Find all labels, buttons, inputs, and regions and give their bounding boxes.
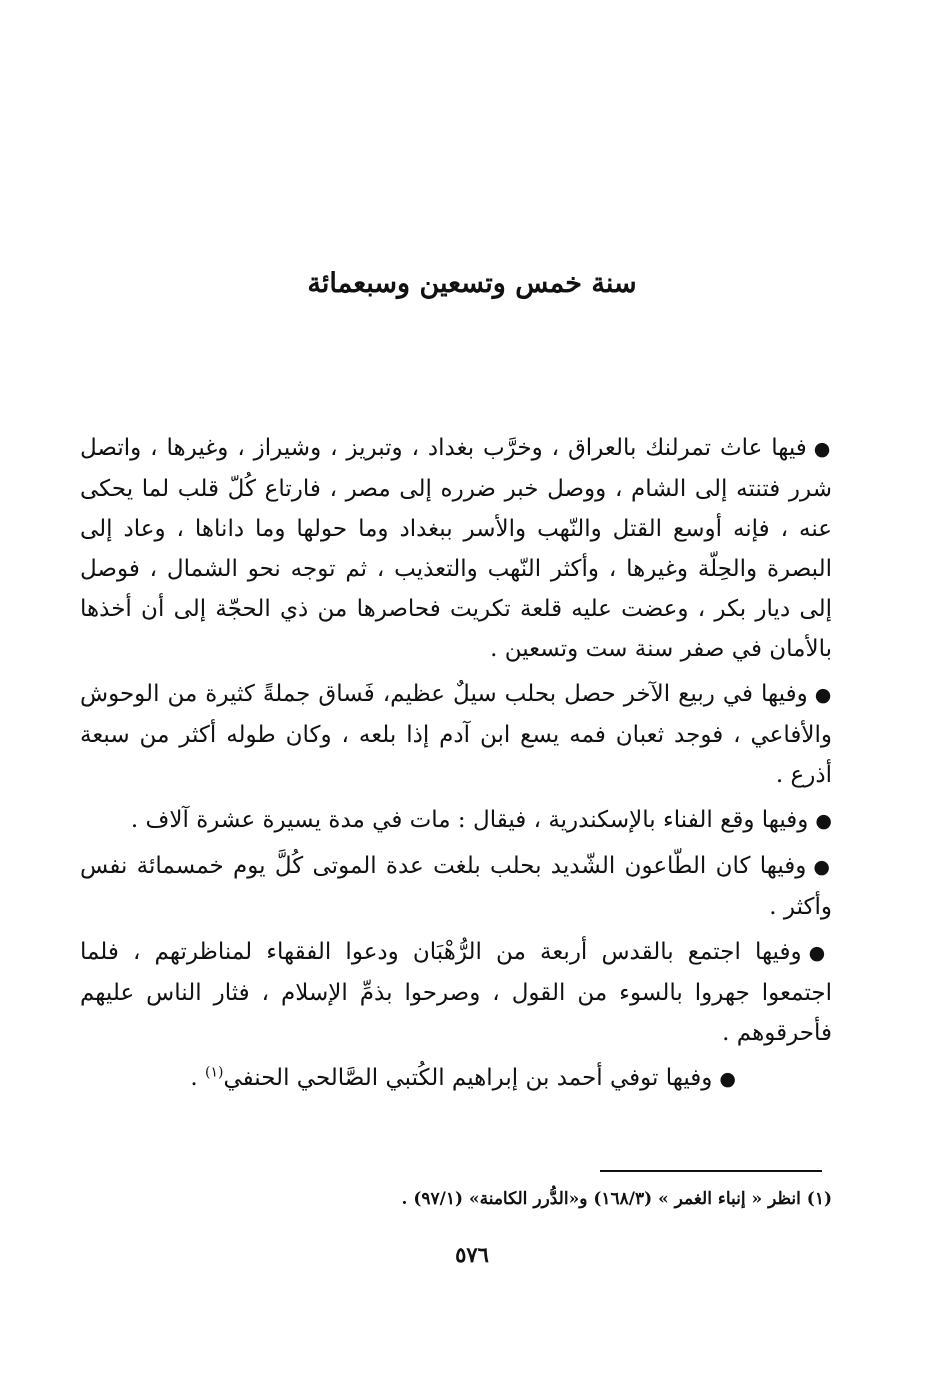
- paragraph-text: فيها عاث تمرلنك بالعراق ، وخرَّب بغداد ، وتبريز ، وشيراز ، وغيرها ، واتصل شرر فتنته إلى الشام ، ووصل خبر ضرره إلى مصر ، فارتاع كُلّ قلب لما يحكى عنه ، فإنه أوسع القتل والنّهب والأسر ببغداد وما حولها وما داناها ، وعاد إلى البصرة والحِلّة وغيرها ، وأكثر النّهب والتعذيب ، ثم توجه نحو الشمال ، فوصل إلى ديار بكر ، وعضت عليه قلعة تكريت فحاصرها من ذي الحجّة إلى أن أخذها بالأمان في صفر سنة ست وتسعين .: [80, 435, 832, 662]
- paragraph-5: [80, 932, 832, 1053]
- paragraph-text: وفيها كان الطّاعون الشّديد بحلب بلغت عدة الموتى كُلَّ يوم خمسمائة نفس وأكثر .: [80, 853, 832, 920]
- bullet-icon: ●: [813, 438, 832, 460]
- footnote: (١) انظر « إنباء الغمر » (١٦٨/٣) و«الدُّرر الكامنة» (٩٧/١) .: [401, 1189, 832, 1209]
- bullet-icon: ●: [814, 684, 832, 706]
- paragraph-text: وفيها وقع الفناء بالإسكندرية ، فيقال : مات في مدة يسيرة عشرة آلاف .: [130, 807, 809, 833]
- paragraph-1: [80, 428, 832, 669]
- chapter-title: سنة خمس وتسعين وسبعمائة: [307, 268, 637, 299]
- footnote-reference[interactable]: (١): [205, 1064, 224, 1081]
- page-number: ٥٧٦: [455, 1242, 489, 1267]
- bullet-icon: ●: [815, 810, 832, 832]
- paragraph-text: وفيها توفي أحمد بن إبراهيم الكُتبي الصَّالحي الحنفي: [223, 1065, 713, 1091]
- paragraph-3: [80, 800, 832, 841]
- paragraph-text: وفيها في ربيع الآخر حصل بحلب سيلٌ عظيم، فَساق جملةً كثيرة من الوحوش والأفاعي ، فوجد ثعبان فمه يسع ابن آدم إذا بلعه ، وكان طوله أكثر من سبعة أذرع .: [80, 681, 832, 788]
- paragraph-4: [80, 846, 832, 927]
- paragraph-text: وفيها اجتمع بالقدس أربعة من الرُّهْبَان ودعوا الفقهاء لمناظرتهم ، فلما اجتمعوا جهروا بالسوء من القول ، وصرحوا بذمِّ الإسلام ، فثار الناس عليهم فأحرقوهم .: [80, 939, 832, 1046]
- bullet-icon: ●: [808, 942, 832, 964]
- paragraph-6: [80, 1058, 832, 1099]
- bullet-icon: ●: [813, 856, 832, 878]
- bullet-icon: ●: [719, 1068, 736, 1090]
- paragraph-2: [80, 674, 832, 795]
- footnote-divider: [600, 1170, 822, 1172]
- body-text: [80, 428, 832, 1104]
- paragraph-tail: .: [190, 1065, 205, 1091]
